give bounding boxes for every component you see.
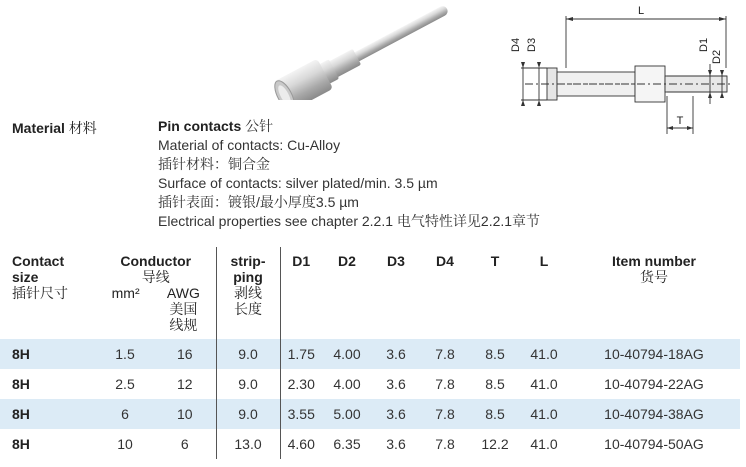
header-d1: D1 xyxy=(280,247,322,339)
cell-d4: 7.8 xyxy=(420,399,470,429)
spec-table xyxy=(0,247,740,459)
cell-item: 10-40794-18AG xyxy=(568,339,740,369)
material-label-cn: 材料 xyxy=(68,120,97,136)
cell-mm2: 6 xyxy=(96,399,154,429)
cell-strip: 9.0 xyxy=(216,369,280,399)
cell-d4: 7.8 xyxy=(420,339,470,369)
cell-mm2: 2.5 xyxy=(115,376,135,392)
header-t: T xyxy=(490,253,500,269)
dim-label-t: T xyxy=(676,115,684,127)
cell-t: 8.5 xyxy=(470,399,520,429)
cell-l: 41.0 xyxy=(530,436,558,452)
cell-d1: 3.55 xyxy=(280,399,322,429)
cell-awg: 16 xyxy=(154,339,216,369)
header-stripping: strip- ping 剥线 长度 xyxy=(216,247,280,339)
table-row xyxy=(0,339,740,369)
header-d2: D2 xyxy=(338,253,356,269)
cell-d2: 5.00 xyxy=(322,399,372,429)
material-line: Electrical properties see chapter 2.2.1 电气特性详见2.2.1章节 xyxy=(158,213,541,229)
header-l: L xyxy=(539,253,549,269)
header-item: Item number 货号 xyxy=(611,253,696,285)
cell-item: 10-40794-22AG xyxy=(604,376,704,392)
table-row xyxy=(0,429,740,459)
cell-l: 41.0 xyxy=(520,339,568,369)
material-details xyxy=(158,117,540,231)
cell-mm2: 10 xyxy=(117,436,133,452)
material-label xyxy=(12,118,97,138)
header-d4: D4 xyxy=(436,253,454,269)
cell-l: 41.0 xyxy=(530,376,558,392)
cell-d1: 2.30 xyxy=(280,369,322,399)
dim-label-d3: D3 xyxy=(526,37,538,52)
cell-d2: 6.35 xyxy=(333,436,361,452)
dimension-drawing xyxy=(495,4,735,134)
cell-l: 41.0 xyxy=(520,399,568,429)
material-line: 插针表面：镀银/最小厚度3.5 µm xyxy=(158,194,359,210)
cell-d1: 1.75 xyxy=(280,339,322,369)
cell-d1: 4.60 xyxy=(280,429,322,459)
cell-strip: 13.0 xyxy=(216,429,280,459)
header-awg: AWG 美国 线规 xyxy=(166,285,200,333)
table-row xyxy=(0,399,740,429)
cell-d3: 3.6 xyxy=(372,339,420,369)
cell-awg: 12 xyxy=(176,376,193,392)
cell-size: 8H xyxy=(0,339,96,369)
cell-item: 10-40794-50AG xyxy=(604,436,704,452)
pin-contact-image xyxy=(268,4,468,100)
material-line: Material of contacts: Cu-Alloy xyxy=(158,137,341,153)
pin-contacts-heading: Pin contacts 公针 xyxy=(158,118,274,134)
dim-label-d2: D2 xyxy=(711,49,723,64)
table-row xyxy=(0,369,740,399)
cell-size: 8H xyxy=(12,376,30,392)
cell-size: 8H xyxy=(0,399,96,429)
cell-awg: 6 xyxy=(180,436,189,452)
header-conductor: Conductor 导线 mm² AWG 美国 线规 xyxy=(111,253,200,333)
cell-d3: 3.6 xyxy=(372,399,420,429)
cell-item: 10-40794-38AG xyxy=(568,399,740,429)
cell-awg: 10 xyxy=(154,399,216,429)
material-line: 插针材料：铜合金 xyxy=(158,156,270,172)
cell-d2: 4.00 xyxy=(333,376,361,392)
dim-label-d1: D1 xyxy=(698,37,710,52)
header-row xyxy=(0,247,740,339)
cell-d4: 7.8 xyxy=(435,376,455,392)
cell-strip: 9.0 xyxy=(216,399,280,429)
material-label-en: Material xyxy=(12,120,65,136)
cell-t: 12.2 xyxy=(481,436,509,452)
dim-label-d4: D4 xyxy=(510,37,522,52)
cell-mm2: 1.5 xyxy=(96,339,154,369)
cell-d3: 3.6 xyxy=(386,376,406,392)
cell-t: 8.5 xyxy=(485,376,505,392)
header-contact-size: Contact size 插针尺寸 xyxy=(12,253,68,301)
cell-size: 8H xyxy=(12,436,30,452)
cell-d3: 3.6 xyxy=(386,436,406,452)
cell-d2: 4.00 xyxy=(322,339,372,369)
header-d3: D3 xyxy=(387,253,405,269)
header-mm2: mm² xyxy=(111,285,140,301)
cell-strip: 9.0 xyxy=(216,339,280,369)
cell-d4: 7.8 xyxy=(435,436,455,452)
material-line: Surface of contacts: silver plated/min. 3.5 µm xyxy=(158,175,438,191)
dim-label-l: L xyxy=(637,5,645,17)
cell-t: 8.5 xyxy=(470,339,520,369)
